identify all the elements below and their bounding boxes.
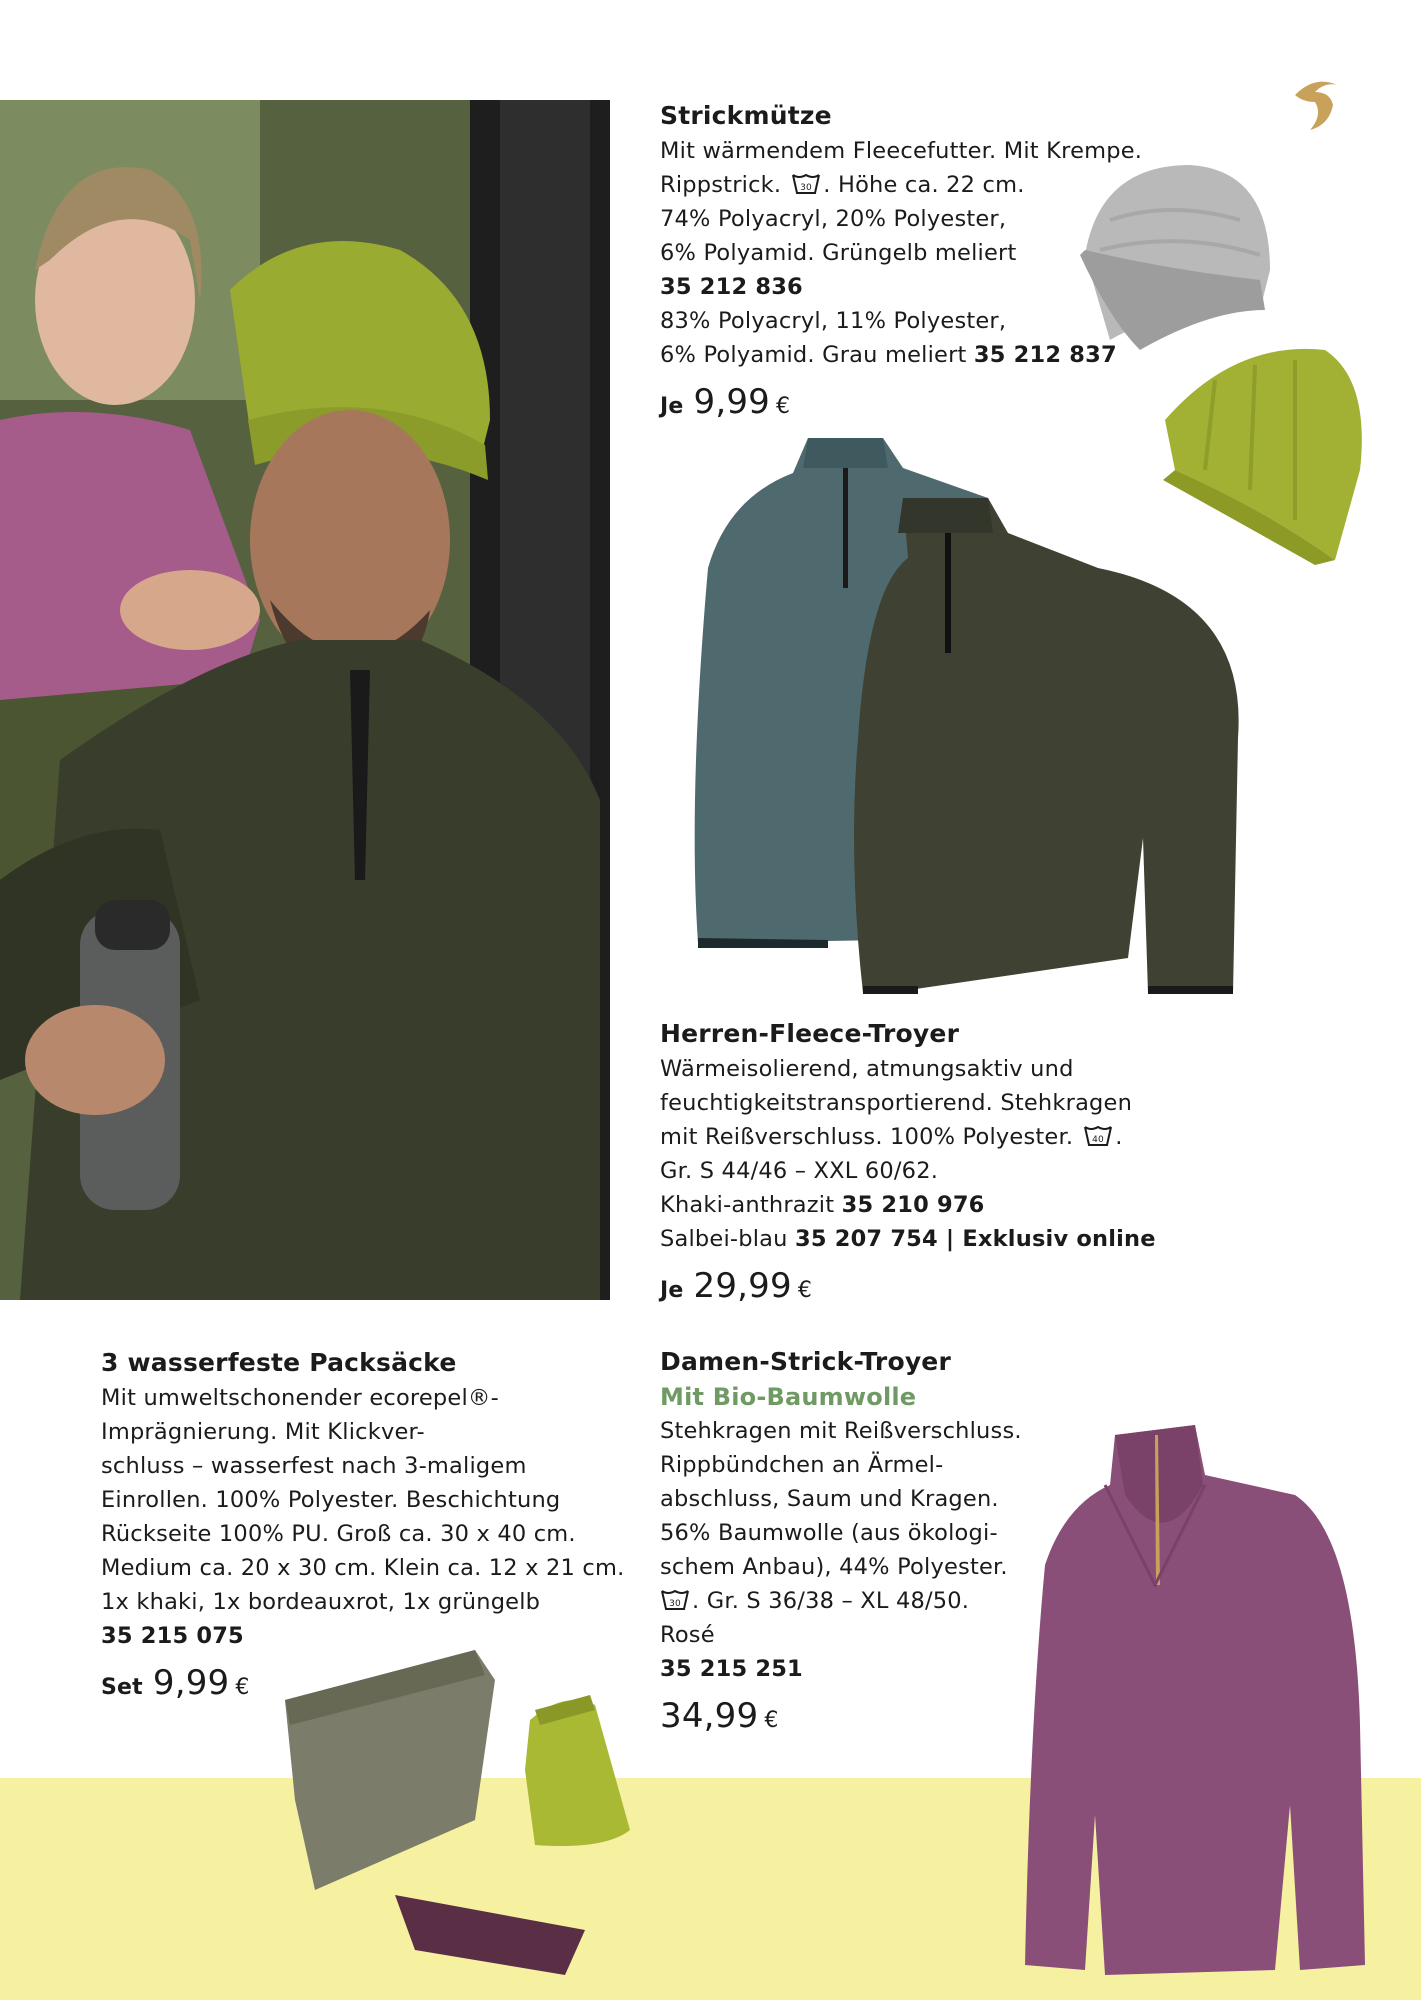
product-desc-text: . — [1115, 1124, 1123, 1150]
price-amount: 9,99 — [693, 382, 771, 422]
article-number: 35 210 976 — [841, 1192, 985, 1218]
price — [660, 1264, 1156, 1313]
product-desc-text: mit Reißverschluss. 100% Polyester. — [660, 1124, 1074, 1150]
wash-30-icon — [660, 1587, 690, 1613]
product-strick-troyer — [660, 1344, 1022, 1743]
product-desc-line: 6% Polyamid. Grüngelb meliert — [660, 240, 1017, 266]
currency: € — [797, 1278, 813, 1303]
price-amount: 9,99 — [152, 1663, 230, 1703]
article-number: 35 215 251 — [660, 1656, 803, 1682]
packsaecke-image — [275, 1650, 665, 1980]
product-desc-line: Mit wärmendem Fleecefutter. Mit Krempe. — [660, 138, 1143, 164]
product-desc-line: 83% Polyacryl, 11% Polyester, — [660, 308, 1007, 334]
product-desc-text: . Höhe ca. 22 cm. — [823, 172, 1025, 198]
product-desc-line: Stehkragen mit Reißverschluss. — [660, 1418, 1022, 1444]
product-desc-line: Rippbündchen an Ärmel- — [660, 1452, 944, 1478]
svg-text:40: 40 — [1092, 1135, 1105, 1145]
currency: € — [764, 1708, 779, 1733]
strick-troyer-image — [1025, 1425, 1365, 1980]
variant-name: Rosé — [660, 1622, 715, 1648]
variant-name: Khaki-anthrazit — [660, 1192, 835, 1218]
product-desc-line: schem Anbau), 44% Polyester. — [660, 1554, 1008, 1580]
hero-photo — [0, 100, 610, 1300]
product-desc-text: 6% Polyamid. Grau meliert — [660, 342, 967, 368]
variant-line — [660, 1188, 1156, 1222]
svg-text:30: 30 — [669, 1599, 681, 1609]
product-title: Herren-Fleece-Troyer — [660, 1019, 960, 1048]
price-prefix: Je — [660, 394, 684, 419]
product-desc-line: schluss – wasserfest nach 3-maligem — [101, 1453, 527, 1479]
product-desc-line: 74% Polyacryl, 20% Polyester, — [660, 206, 1007, 232]
article-number: 35 215 075 — [101, 1623, 244, 1649]
product-desc-line: abschluss, Saum und Kragen. — [660, 1486, 999, 1512]
currency: € — [776, 394, 791, 419]
fleece-troyer-image — [688, 438, 1248, 1008]
product-desc-line: feuchtigkeitstransportierend. Stehkragen — [660, 1090, 1133, 1116]
price — [660, 1694, 1022, 1743]
article-number: 35 212 837 — [973, 342, 1117, 368]
price-amount: 34,99 — [660, 1696, 759, 1736]
product-desc-line: Einrollen. 100% Polyester. Beschichtung — [101, 1487, 561, 1513]
price — [660, 380, 1142, 429]
article-number: 35 212 836 — [660, 274, 803, 300]
hero-illustration — [0, 100, 610, 1300]
brand-logo-icon — [1285, 70, 1345, 140]
product-desc-line: Wärmeisolierend, atmungsaktiv und — [660, 1056, 1074, 1082]
product-desc-line: 56% Baumwolle (aus ökologi- — [660, 1520, 998, 1546]
product-desc-line: Imprägnierung. Mit Klickver- — [101, 1419, 425, 1445]
product-fleece-troyer — [660, 1016, 1156, 1313]
price-prefix: Set — [101, 1675, 143, 1700]
product-desc-line: 1x khaki, 1x bordeauxrot, 1x grüngelb — [101, 1589, 541, 1615]
beanie-grey-image — [1070, 160, 1280, 370]
wash-40-icon — [1083, 1123, 1113, 1149]
product-desc-text: . Gr. S 36/38 – XL 48/50. — [692, 1588, 970, 1614]
product-title: Strickmütze — [660, 101, 832, 130]
price-prefix: Je — [660, 1278, 684, 1303]
product-desc-line: Gr. S 44/46 – XXL 60/62. — [660, 1158, 939, 1184]
wash-30-icon — [791, 171, 821, 197]
article-number: 35 207 754 | Exklusiv online — [794, 1226, 1156, 1252]
product-title: 3 wasserfeste Packsäcke — [101, 1348, 457, 1377]
variant-name: Salbei-blau — [660, 1226, 788, 1252]
product-desc-line — [660, 1584, 1022, 1618]
price-amount: 29,99 — [693, 1266, 792, 1306]
product-subtitle: Mit Bio-Baumwolle — [660, 1383, 917, 1411]
svg-text:30: 30 — [800, 183, 813, 193]
product-desc-line: Mit umweltschonender ecorepel®- — [101, 1385, 499, 1411]
variant-line — [660, 1222, 1156, 1256]
product-title: Damen-Strick-Troyer — [660, 1347, 951, 1376]
product-desc-line — [660, 1120, 1156, 1154]
currency: € — [235, 1675, 250, 1700]
product-desc-text: Rippstrick. — [660, 172, 782, 198]
product-desc-line: Medium ca. 20 x 30 cm. Klein ca. 12 x 21 cm. — [101, 1555, 625, 1581]
product-desc-line: Rückseite 100% PU. Groß ca. 30 x 40 cm. — [101, 1521, 576, 1547]
